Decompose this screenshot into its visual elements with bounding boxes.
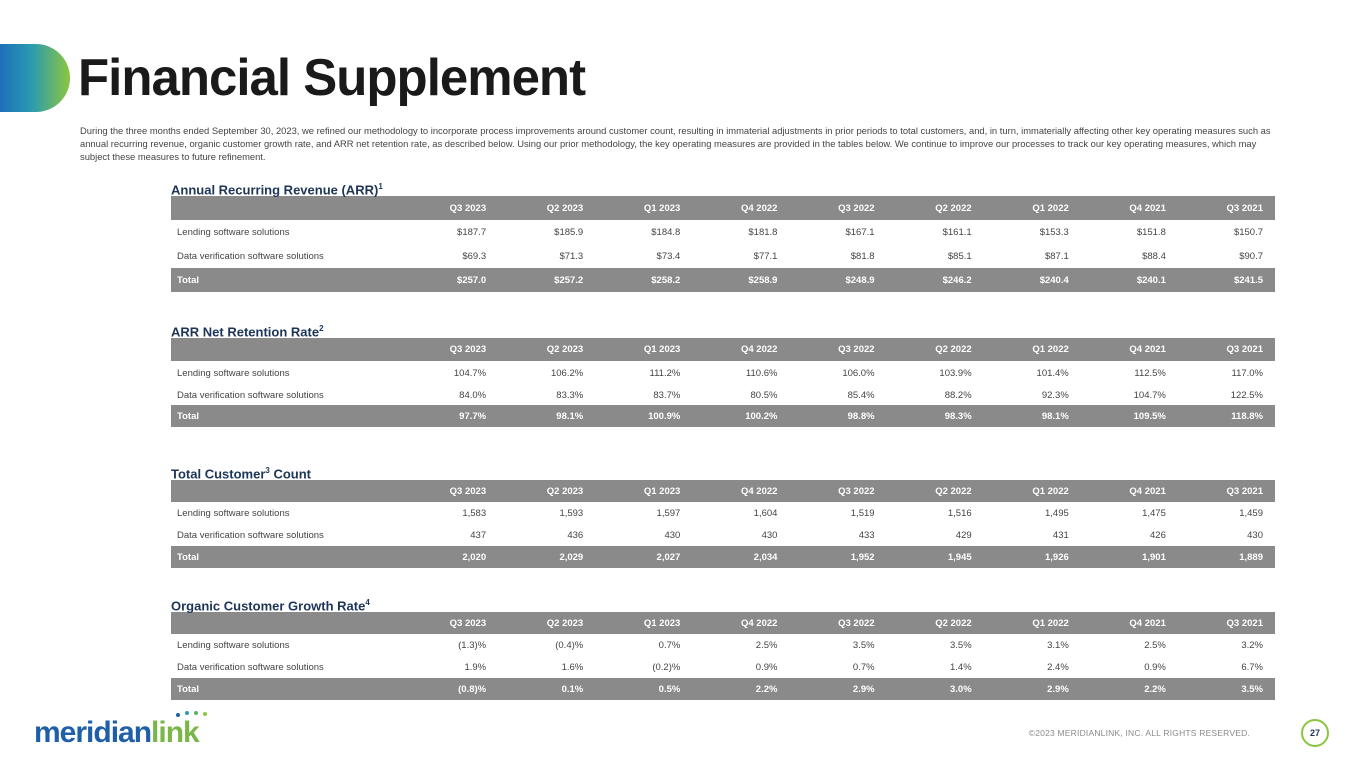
column-header: Q1 2023 — [643, 202, 681, 214]
table-cell: (0.4)% — [555, 639, 584, 651]
table-cell: 2,020 — [462, 551, 487, 563]
table-cell: $257.2 — [554, 274, 584, 286]
table-cell: 2.9% — [852, 683, 875, 695]
section-title-text: Total Customer — [171, 466, 266, 482]
table-cell: 0.5% — [658, 683, 681, 695]
total-row — [171, 546, 1275, 568]
table-cell: 1,926 — [1044, 551, 1069, 563]
table-cell: 92.3% — [1041, 389, 1069, 401]
table-cell: 2,034 — [753, 551, 778, 563]
column-header: Q3 2023 — [449, 617, 487, 629]
logo-text-link: link — [151, 716, 199, 749]
table-cell: $240.1 — [1136, 274, 1166, 286]
table-cell: 2.9% — [1047, 683, 1069, 695]
column-header: Q1 2022 — [1032, 485, 1069, 497]
column-header: Q4 2021 — [1129, 344, 1166, 355]
table-cell: 2,029 — [559, 551, 584, 563]
intro-paragraph: During the three months ended September 30, 2023, we refined our methodology to incorporate process improvements around customer count, resulting in immaterial adjustments in prior periods to total customers, and, in turn, immaterially affecting other key operating measures such as annual recurring revenue, organic customer growth rate, and ARR net retention rate, as described below. Using our prior methodology, the key operating measures are provided in the tables below. We continue to improve our processes to track our key operating measures, which may subject these measures to future refinement. — [80, 125, 1271, 162]
table-cell: 111.2% — [649, 367, 681, 379]
table-cell: 429 — [955, 529, 972, 541]
column-header: Q3 2023 — [449, 485, 487, 497]
table-cell: 2,027 — [656, 551, 681, 563]
table-cell: 98.1% — [556, 410, 584, 422]
column-header: Q4 2022 — [740, 202, 778, 214]
metrics-table — [171, 480, 1275, 568]
table-cell: 433 — [858, 529, 875, 541]
table-cell: 112.5% — [1134, 367, 1166, 379]
column-header: Q3 2023 — [449, 202, 487, 214]
table-cell: 1.9% — [464, 661, 487, 673]
metrics-table — [171, 612, 1275, 700]
column-header: Q1 2023 — [643, 617, 681, 629]
table-cell: 88.2% — [944, 389, 972, 401]
table-cell: 3.2% — [1241, 639, 1263, 651]
table-cell: 3.5% — [950, 639, 972, 651]
table-cell: 437 — [470, 529, 487, 541]
footnote-marker: 1 — [378, 182, 383, 191]
table-cell: 2.5% — [755, 639, 778, 651]
table-cell: 1,495 — [1044, 507, 1069, 519]
column-header: Q2 2022 — [935, 344, 972, 355]
table-cell: 106.0% — [842, 367, 875, 379]
table-row — [171, 385, 1275, 405]
header-blank-cell — [171, 196, 401, 220]
table-cell: 1.6% — [561, 661, 584, 673]
row-label: Total — [177, 683, 199, 695]
table-cell: (0.8)% — [458, 683, 487, 695]
table-cell: 0.7% — [852, 661, 875, 673]
table-cell: $246.2 — [942, 274, 972, 286]
table-cell: 1,901 — [1142, 551, 1166, 563]
column-header: Q4 2022 — [740, 617, 778, 629]
row-label: Total — [177, 274, 199, 286]
row-label: Lending software solutions — [177, 507, 290, 519]
column-header: Q3 2021 — [1226, 617, 1263, 629]
table-section — [171, 462, 1275, 568]
header-blank-cell — [171, 480, 401, 502]
table-cell: 109.5% — [1133, 410, 1166, 422]
table-cell: $257.0 — [457, 274, 487, 286]
column-header: Q3 2021 — [1226, 202, 1263, 214]
page-number: 27 — [1301, 719, 1329, 747]
table-cell: 430 — [1247, 529, 1263, 541]
table-cell: 0.9% — [755, 661, 778, 673]
column-header: Q4 2022 — [740, 485, 778, 497]
section-title-text: ARR Net Retention Rate — [171, 324, 320, 340]
column-header: Q3 2022 — [838, 617, 875, 629]
column-header: Q2 2023 — [546, 344, 584, 355]
table-section — [171, 178, 1275, 292]
row-label: Lending software solutions — [177, 639, 290, 651]
section-title — [171, 594, 1275, 612]
table-cell: $73.4 — [656, 250, 681, 262]
table-cell: $248.9 — [845, 274, 875, 286]
table-cell: $181.8 — [748, 226, 778, 238]
table-cell: 100.2% — [745, 410, 778, 422]
row-label: Lending software solutions — [177, 226, 290, 238]
table-cell: 2.4% — [1047, 661, 1069, 673]
row-label: Data verification software solutions — [177, 389, 324, 401]
footnote-marker: 3 — [265, 466, 270, 475]
table-cell: 1,945 — [947, 551, 972, 563]
table-cell: 83.7% — [653, 389, 681, 401]
table-cell: 2.2% — [755, 683, 778, 695]
table-cell: $151.8 — [1136, 226, 1166, 238]
table-cell: 104.7% — [1133, 389, 1166, 401]
table-cell: 84.0% — [459, 389, 487, 401]
section-title — [171, 178, 1275, 196]
table-cell: $185.9 — [554, 226, 584, 238]
column-header: Q2 2022 — [935, 617, 972, 629]
table-cell: $69.3 — [462, 250, 487, 262]
table-cell: (1.3)% — [458, 639, 487, 651]
logo-text-meridian: meridian — [34, 716, 152, 749]
column-header: Q2 2023 — [546, 202, 584, 214]
row-label: Data verification software solutions — [177, 250, 324, 262]
table-cell: 101.4% — [1036, 367, 1069, 379]
column-header: Q3 2021 — [1226, 485, 1263, 497]
table-cell: $258.2 — [651, 274, 681, 286]
copyright-notice: ©2023 MERIDIANLINK, INC. ALL RIGHTS RESERVED. — [1028, 728, 1250, 738]
table-cell: $153.3 — [1039, 226, 1069, 238]
table-cell: $85.1 — [947, 250, 972, 262]
title-accent-tab — [0, 44, 70, 112]
table-cell: 98.1% — [1041, 410, 1069, 422]
table-cell: $77.1 — [753, 250, 778, 262]
section-title-text: Organic Customer Growth Rate — [171, 598, 366, 614]
total-row — [171, 268, 1275, 292]
table-cell: 118.8% — [1231, 410, 1263, 422]
table-row — [171, 634, 1275, 656]
table-cell: 430 — [664, 529, 681, 541]
table-cell: 106.2% — [550, 367, 584, 379]
page-title: Financial Supplement — [78, 49, 586, 107]
header-blank-cell — [171, 338, 401, 361]
column-header: Q1 2023 — [643, 344, 681, 355]
row-label: Data verification software solutions — [177, 529, 324, 541]
table-cell: 0.1% — [561, 683, 584, 695]
table-cell: $167.1 — [845, 226, 875, 238]
table-cell: 3.1% — [1047, 639, 1069, 651]
table-cell: 1.4% — [950, 661, 972, 673]
column-header: Q2 2022 — [935, 485, 972, 497]
table-cell: 436 — [567, 529, 584, 541]
table-header-row — [171, 338, 1275, 361]
table-cell: 0.7% — [658, 639, 681, 651]
table-header-row — [171, 480, 1275, 502]
column-header: Q3 2022 — [838, 485, 875, 497]
total-row — [171, 405, 1275, 427]
table-cell: 3.5% — [852, 639, 875, 651]
table-cell: 0.9% — [1144, 661, 1166, 673]
meridianlink-logo — [34, 710, 244, 750]
column-header: Q3 2022 — [838, 344, 875, 355]
table-cell: 6.7% — [1241, 661, 1263, 673]
column-header: Q2 2022 — [935, 202, 972, 214]
table-cell: 1,952 — [850, 551, 875, 563]
section-title — [171, 320, 1275, 338]
table-cell: $241.5 — [1233, 274, 1263, 286]
table-cell: 83.3% — [556, 389, 584, 401]
table-cell: 103.9% — [939, 367, 972, 379]
table-cell: 1,459 — [1239, 507, 1263, 519]
table-cell: 430 — [761, 529, 778, 541]
column-header: Q2 2023 — [546, 485, 584, 497]
column-header: Q3 2022 — [838, 202, 875, 214]
table-section — [171, 594, 1275, 700]
table-cell: $88.4 — [1142, 250, 1166, 262]
row-label: Lending software solutions — [177, 367, 290, 379]
table-cell: $258.9 — [748, 274, 778, 286]
table-cell: 104.7% — [453, 367, 487, 379]
section-title-text: Annual Recurring Revenue (ARR) — [171, 182, 379, 198]
table-cell: 98.3% — [944, 410, 972, 422]
table-cell: 1,583 — [462, 507, 487, 519]
table-cell: 100.9% — [648, 410, 681, 422]
total-row — [171, 678, 1275, 700]
table-cell: 1,597 — [656, 507, 681, 519]
metrics-table — [171, 196, 1275, 292]
table-section — [171, 320, 1275, 427]
table-cell: 122.5% — [1230, 389, 1263, 401]
column-header: Q4 2021 — [1129, 485, 1166, 497]
footnote-marker: 4 — [365, 598, 370, 607]
table-row — [171, 220, 1275, 244]
table-cell: 97.7% — [459, 410, 487, 422]
table-row — [171, 502, 1275, 524]
table-cell: 1,593 — [559, 507, 584, 519]
table-cell: 1,519 — [850, 507, 875, 519]
row-label: Total — [177, 551, 199, 563]
table-cell: 426 — [1150, 529, 1166, 541]
column-header: Q3 2021 — [1226, 344, 1263, 355]
table-row — [171, 244, 1275, 268]
table-cell: 1,475 — [1142, 507, 1166, 519]
table-cell: 3.5% — [1241, 683, 1263, 695]
column-header: Q2 2023 — [546, 617, 584, 629]
table-header-row — [171, 612, 1275, 634]
table-cell: 117.0% — [1231, 367, 1263, 379]
section-title-suffix: Count — [269, 466, 311, 482]
row-label: Data verification software solutions — [177, 661, 324, 673]
table-cell: 2.2% — [1144, 683, 1166, 695]
table-cell: 80.5% — [750, 389, 778, 401]
table-row — [171, 656, 1275, 678]
table-cell: $81.8 — [850, 250, 875, 262]
table-cell: $187.7 — [457, 226, 487, 238]
table-cell: 1,516 — [947, 507, 972, 519]
table-cell: 2.5% — [1144, 639, 1166, 651]
metrics-table — [171, 338, 1275, 427]
column-header: Q1 2023 — [643, 485, 681, 497]
table-cell: 1,604 — [753, 507, 778, 519]
column-header: Q3 2023 — [449, 344, 487, 355]
table-cell: 3.0% — [950, 683, 972, 695]
column-header: Q1 2022 — [1032, 617, 1069, 629]
table-row — [171, 361, 1275, 385]
table-cell: 1,889 — [1239, 551, 1263, 563]
table-cell: $90.7 — [1239, 250, 1263, 262]
table-row — [171, 524, 1275, 546]
column-header: Q4 2021 — [1129, 617, 1166, 629]
table-cell: 110.6% — [745, 367, 778, 379]
column-header: Q1 2022 — [1032, 202, 1069, 214]
table-cell: $184.8 — [651, 226, 681, 238]
section-title — [171, 462, 1275, 480]
header-blank-cell — [171, 612, 401, 634]
column-header: Q4 2022 — [740, 344, 778, 355]
footnote-marker: 2 — [319, 324, 324, 333]
table-cell: 85.4% — [847, 389, 875, 401]
table-cell: $150.7 — [1233, 226, 1263, 238]
table-cell: $71.3 — [559, 250, 584, 262]
table-cell: (0.2)% — [652, 661, 681, 673]
column-header: Q4 2021 — [1129, 202, 1166, 214]
row-label: Total — [177, 410, 199, 422]
column-header: Q1 2022 — [1032, 344, 1069, 355]
table-cell: 431 — [1052, 529, 1069, 541]
table-cell: $87.1 — [1044, 250, 1069, 262]
table-cell: $161.1 — [942, 226, 972, 238]
table-header-row — [171, 196, 1275, 220]
table-cell: 98.8% — [847, 410, 875, 422]
table-cell: $240.4 — [1039, 274, 1069, 286]
